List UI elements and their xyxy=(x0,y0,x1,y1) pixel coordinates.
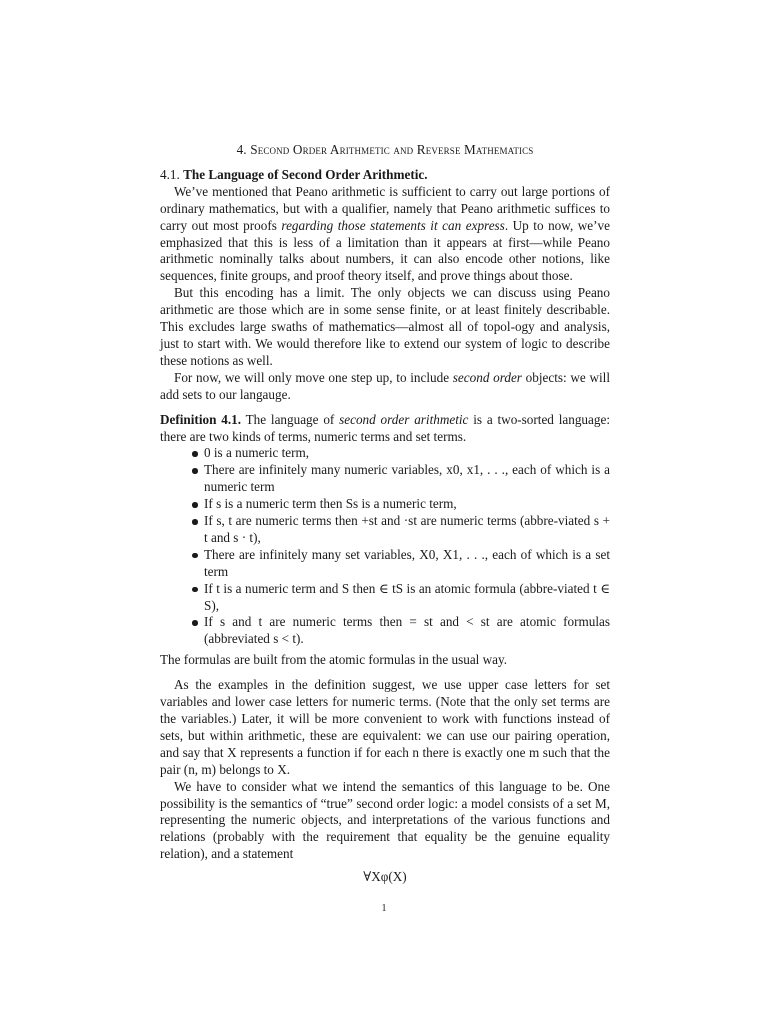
subsection-number: 4.1. xyxy=(160,166,180,182)
display-formula: ∀Xφ(X) xyxy=(363,869,407,885)
definition-item: If s and t are numeric terms then = st and < st are atomic formulas (abbreviated s < t). xyxy=(190,614,610,648)
section-number: 4. xyxy=(236,142,247,157)
intro-paragraph-3: For now, we will only move one step up, to include second order objects: we will add sets to our langauge. xyxy=(160,369,611,402)
definition-item: If t is a numeric term and S then ∈ tS is an atomic formula (abbre-viated t ∈ S), xyxy=(190,581,610,615)
definition-closing: The formulas are built from the atomic formulas in the usual way. xyxy=(160,652,508,668)
body-paragraph-4: As the examples in the definition suggest, we use upper case letters for set variables and lower case letters for numeric terms. (Note that the only set terms are the variables.) Later, it will be more convenient to work with functions instead of sets, but within arithmetic, these are equivalent: we can use our pairing operation, and say that X represents a function if for each n there is exactly one m such that the pair (n, m) belongs to X. xyxy=(160,677,610,777)
definition-item: There are infinitely many numeric variables, x0, x1, . . ., each of which is a numeric term xyxy=(190,462,610,496)
definition-block xyxy=(160,412,610,670)
intro-paragraph-1: We’ve mentioned that Peano arithmetic is sufficient to carry out large portions of ordinary mathematics, but with a qualifier, namely that Peano arithmetic suffices to carry out most proofs regarding those statements it can express. Up to now, we’ve emphasized that this is less of a limitation than it appears at first—while Peano arithmetic nominally talks about numbers, it can also encode other notions, like sequences, finite groups, and proof theory itself, and prove things about those. xyxy=(160,183,610,284)
definition-item: If s, t are numeric terms then +st and ·st are numeric terms (abbre-viated s + t and s · t), xyxy=(190,513,610,547)
subsection-title: The Language of Second Order Arithmetic. xyxy=(183,166,428,182)
intro-paragraph-2: But this encoding has a limit. The only objects we can discuss using Peano arithmetic are those which are in some sense finite, or at least finitely describable. This excludes large swaths of mathematics—almost all of topol-ogy and analysis, just to start with. We would therefore like to extend our system of logic to describe these notions as well. xyxy=(160,285,610,368)
definition-item: If s is a numeric term then Ss is a numeric term, xyxy=(190,496,610,513)
section-title: Second Order Arithmetic and Reverse Mathematics xyxy=(250,142,534,157)
subsection-heading xyxy=(160,167,610,184)
definition-item: 0 is a numeric term, xyxy=(190,445,610,462)
definition-label: Definition 4.1. xyxy=(160,411,242,427)
section-heading xyxy=(160,142,610,159)
page-number: 1 xyxy=(381,903,387,914)
definition-list xyxy=(160,445,610,648)
definition-item: There are infinitely many set variables, X0, X1, . . ., each of which is a set term xyxy=(190,547,610,581)
body-paragraph-5: We have to consider what we intend the semantics of this language to be. One possibility is the semantics of “true” second order logic: a model consists of a set M, representing the numeric objects, and interpretations of the various functions and relations (probably with the requirement that equality be the genuine equality relation), and a statement xyxy=(160,778,610,862)
document-page xyxy=(160,142,610,886)
definition-statement: Definition 4.1. The language of second order arithmetic is a two-sorted language: there are two kinds of terms, numeric terms and set terms. xyxy=(160,411,610,444)
